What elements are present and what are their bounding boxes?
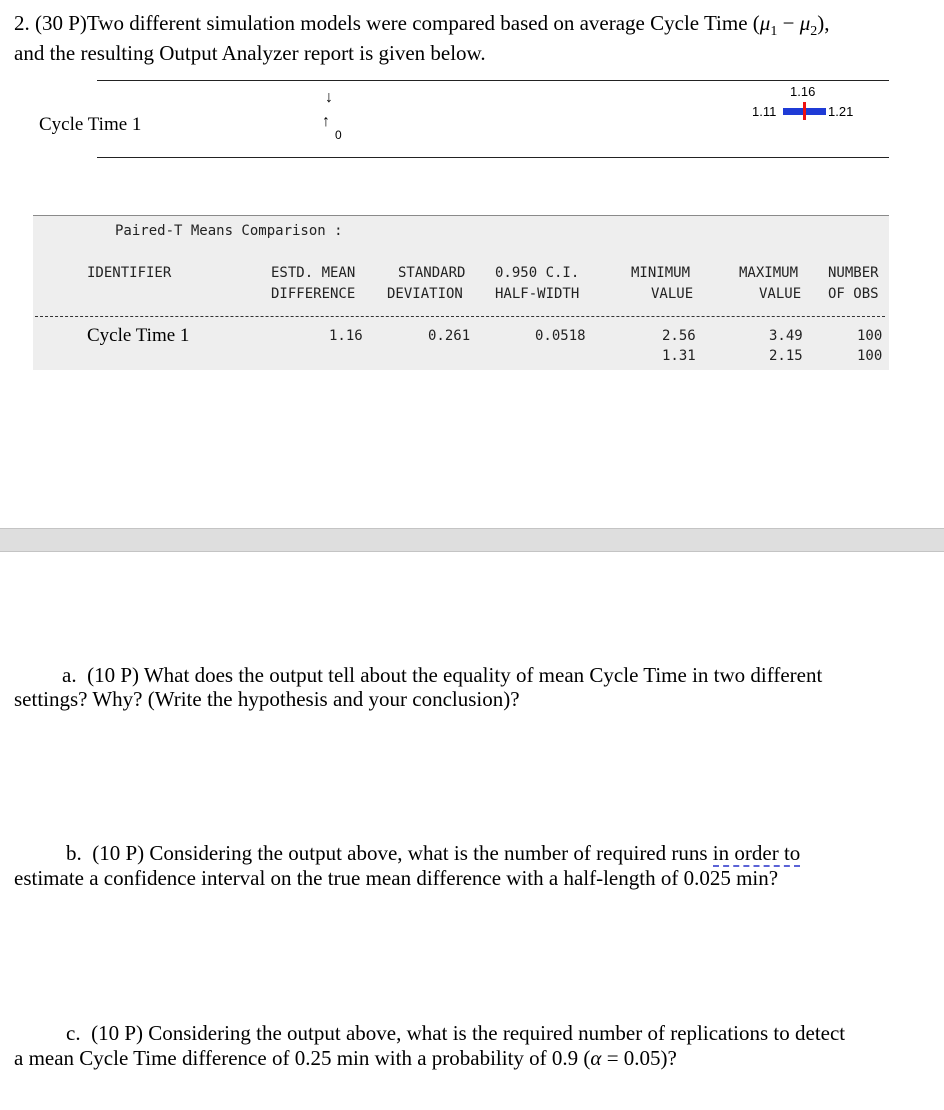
row-max-2: 2.15 bbox=[769, 348, 803, 364]
analyzer-bottom-rule bbox=[97, 157, 889, 158]
part-b-label: b. bbox=[66, 841, 82, 865]
part-c-label: c. bbox=[66, 1021, 81, 1045]
header-estd-mean-1: ESTD. MEAN bbox=[271, 265, 356, 281]
header-std-1: STANDARD bbox=[398, 265, 466, 281]
ci-low-label: 1.11 bbox=[752, 104, 777, 119]
part-b-grammar-squiggle: in order to bbox=[712, 841, 801, 865]
ci-high-label: 1.21 bbox=[828, 104, 854, 119]
arrow-down-icon: ↓ bbox=[325, 89, 333, 106]
part-c-line-1 bbox=[66, 1020, 845, 1046]
part-c-line-2 bbox=[14, 1045, 677, 1071]
minus-symbol: − bbox=[777, 11, 800, 35]
part-a-line-2: settings? Why? (Write the hypothesis and your conclusion)? bbox=[14, 687, 520, 711]
mu-symbol-1: μ bbox=[759, 11, 771, 35]
row-max-1: 3.49 bbox=[769, 328, 803, 344]
question-header-line-2: and the resulting Output Analyzer report is given below. bbox=[14, 41, 486, 65]
header-min-1: MINIMUM bbox=[631, 265, 691, 281]
header-max-1: MAXIMUM bbox=[739, 265, 799, 281]
part-c-text-4: )? bbox=[660, 1046, 677, 1070]
part-b-text-1: (10 P) Considering the output above, what is the number of required runs bbox=[92, 841, 713, 865]
alpha-symbol: α bbox=[590, 1046, 602, 1070]
header-ci-1: 0.950 C.I. bbox=[495, 265, 580, 281]
section-separator-bar bbox=[0, 528, 944, 552]
header-max-2: VALUE bbox=[759, 286, 802, 302]
mu-subscript-1: 1 bbox=[770, 24, 778, 40]
row-num-1: 100 bbox=[857, 328, 883, 344]
zero-label: 0 bbox=[335, 128, 342, 142]
mu-subscript-2: 2 bbox=[810, 24, 818, 40]
part-b-line-2: estimate a confidence interval on the true mean difference with a half-length of 0.025 min? bbox=[14, 866, 779, 890]
row-num-2: 100 bbox=[857, 348, 883, 364]
row-identifier: Cycle Time 1 bbox=[87, 325, 190, 346]
analyzer-top-rule bbox=[97, 80, 889, 81]
row-half-width: 0.0518 bbox=[535, 328, 586, 344]
part-a-text-1: (10 P) What does the output tell about the equality of mean Cycle Time in two different bbox=[87, 663, 823, 687]
header-std-2: DEVIATION bbox=[387, 286, 463, 302]
header-identifier: IDENTIFIER bbox=[87, 265, 172, 281]
analyzer-row-label: Cycle Time 1 bbox=[39, 114, 142, 135]
question-header-close: ), bbox=[817, 11, 830, 35]
row-estd-mean: 1.16 bbox=[329, 328, 363, 344]
mu-symbol-2: μ bbox=[799, 11, 811, 35]
row-min-1: 2.56 bbox=[662, 328, 696, 344]
question-header-text: 2. (30 P)Two different simulation models were compared based on average Cycle Time ( bbox=[14, 11, 760, 35]
header-ci-2: HALF-WIDTH bbox=[495, 286, 580, 302]
part-a-label: a. bbox=[62, 663, 77, 687]
paired-t-title: Paired-T Means Comparison : bbox=[115, 223, 343, 239]
header-num-2: OF OBS bbox=[828, 286, 879, 302]
row-min-2: 1.31 bbox=[662, 348, 696, 364]
arrow-up-icon: ↑ bbox=[322, 113, 330, 130]
part-b-line-1 bbox=[66, 840, 800, 866]
table-divider bbox=[35, 316, 885, 317]
part-c-text-2: a mean Cycle Time difference of 0.25 min with a probability of 0.9 ( bbox=[14, 1046, 591, 1070]
part-c-text-1: (10 P) Considering the output above, what is the required number of replications to detect bbox=[91, 1021, 846, 1045]
ci-mean-marker bbox=[803, 102, 806, 120]
part-a-line-1 bbox=[62, 662, 822, 688]
header-estd-mean-2: DIFFERENCE bbox=[271, 286, 356, 302]
header-min-2: VALUE bbox=[651, 286, 694, 302]
row-std-dev: 0.261 bbox=[428, 328, 471, 344]
ci-mean-label: 1.16 bbox=[790, 84, 816, 99]
part-c-text-3: = 0.05 bbox=[601, 1046, 661, 1070]
header-num-1: NUMBER bbox=[828, 265, 879, 281]
